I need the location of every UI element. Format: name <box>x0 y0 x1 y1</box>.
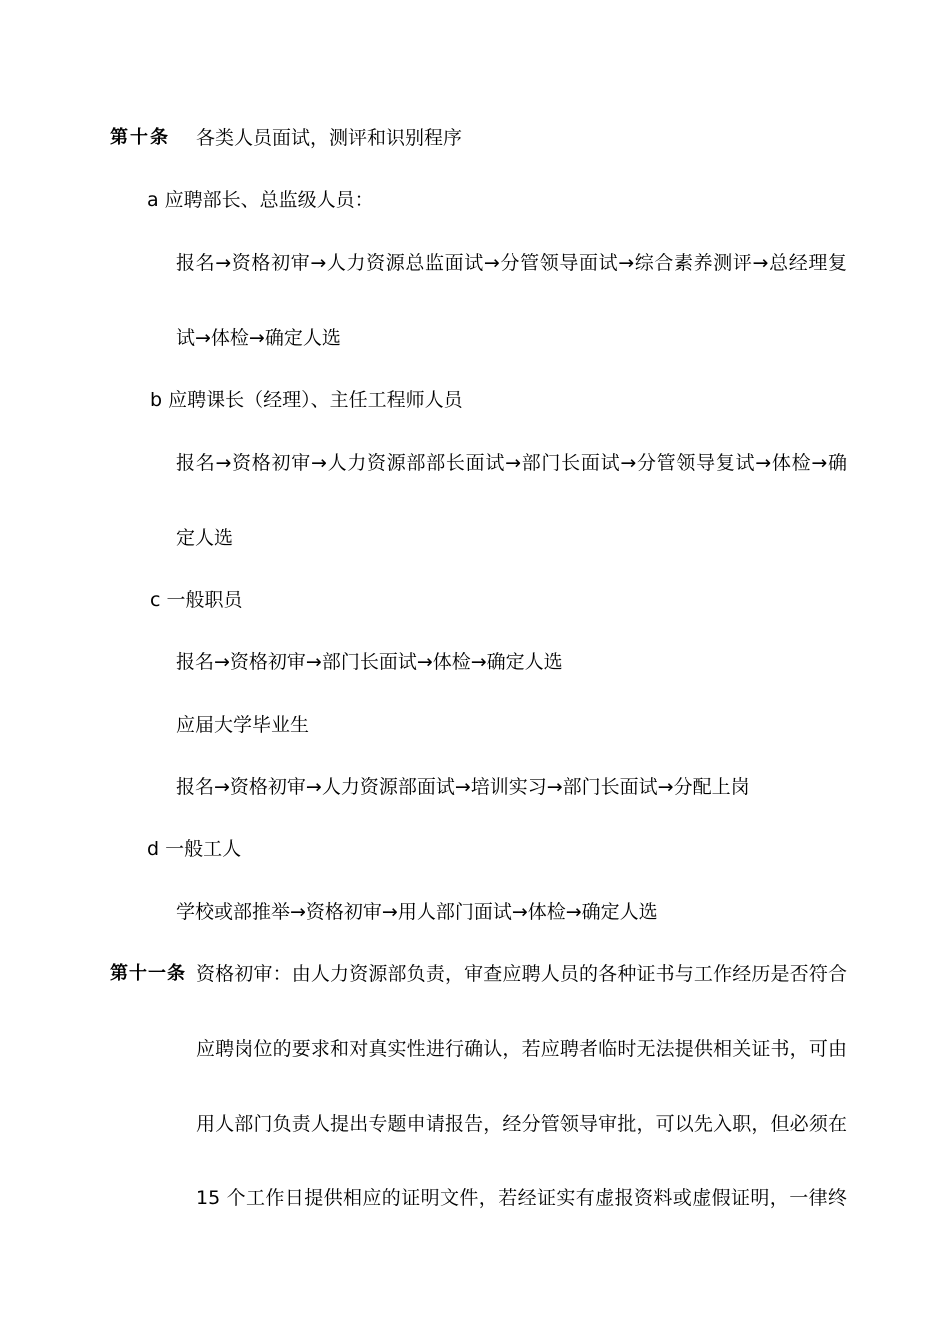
item-c-line-3: 报名→资格初审→人力资源部面试→培训实习→部门长面试→分配上岗 <box>176 776 750 798</box>
article-10-title: 各类人员面试，测评和识别程序 <box>196 127 463 149</box>
article-11-label: 第十一条 <box>110 963 186 984</box>
item-b-line-2: 定人选 <box>176 527 234 549</box>
item-a-line-2: 试→体检→确定人选 <box>176 327 341 349</box>
item-b-heading: b 应聘课长（经理）、主任工程师人员 <box>150 389 463 411</box>
article-11-line-3: 用人部门负责人提出专题申请报告，经分管领导审批，可以先入职，但必须在 <box>196 1113 847 1135</box>
item-c-line-2: 应届大学毕业生 <box>176 714 310 736</box>
article-11-line-2: 应聘岗位的要求和对真实性进行确认，若应聘者临时无法提供相关证书，可由 <box>196 1038 847 1060</box>
item-c-line-1: 报名→资格初审→部门长面试→体检→确定人选 <box>176 651 563 673</box>
article-11-line-1: 资格初审：由人力资源部负责，审查应聘人员的各种证书与工作经历是否符合 <box>196 963 847 985</box>
article-10-label: 第十条 <box>110 127 170 148</box>
item-a-line-1: 报名→资格初审→人力资源总监面试→分管领导面试→综合素养测评→总经理复 <box>176 252 847 274</box>
item-a-heading: a 应聘部长、总监级人员： <box>147 189 374 211</box>
item-d-line-1: 学校或部推举→资格初审→用人部门面试→体检→确定人选 <box>176 901 658 923</box>
item-d-heading: d 一般工人 <box>147 838 242 860</box>
item-c-heading: c 一般职员 <box>150 589 243 611</box>
article-11-line-4: 15 个工作日提供相应的证明文件，若经证实有虚报资料或虚假证明，一律终 <box>196 1187 847 1209</box>
item-b-line-1: 报名→资格初审→人力资源部部长面试→部门长面试→分管领导复试→体检→确 <box>176 452 847 474</box>
